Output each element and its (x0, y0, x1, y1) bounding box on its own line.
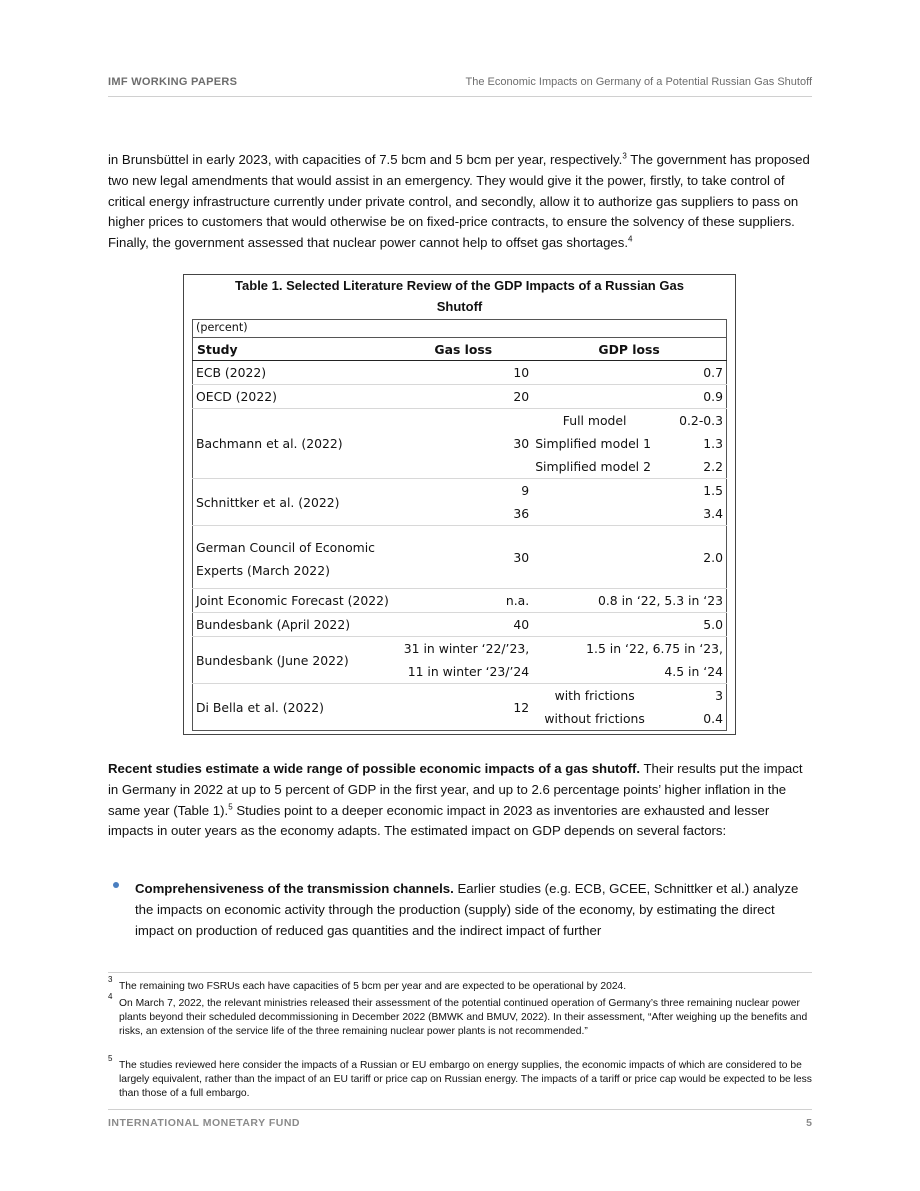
footnote-text: The remaining two FSRUs each have capacities of 5 bcm per year and are expected to be operational by 2024. (119, 981, 627, 992)
gdp-loss-cell: 3.4 (703, 506, 723, 521)
gas-loss-cell: 10 (513, 365, 530, 380)
table-row (193, 361, 727, 385)
study-cell: Bundesbank (April 2022) (193, 613, 395, 637)
literature-review-table (192, 337, 727, 731)
page-number: 5 (806, 1117, 812, 1129)
study-cell: Schnittker et al. (2022) (193, 479, 395, 526)
footnote-5: 5 The studies reviewed here consider the impacts of a Russian or EU embargo on energy supplies, the economic impacts of which are considered to be largely equivalent, rather than the impact of an EU tariff or price cap on Russian energy. The impacts of a tariff or price cap would be expected to be less than those of a full embargo. (108, 1054, 812, 1099)
bullet-marker (113, 882, 119, 888)
gas-loss-cell: 9 (394, 479, 532, 503)
study-cell: Bachmann et al. (2022) (193, 409, 395, 479)
paragraph-lead: Recent studies estimate a wide range of possible economic impacts of a gas shutoff. (108, 761, 641, 776)
gdp-loss-cell: 4.5 in ‘24 (664, 664, 723, 679)
paragraph-text-cont: The government has proposed two new legal amendments that would assist in an emergency. They would give it the power, firstly, to take control of critical energy infrastructure currently under private control, and secondly, allow it to authorize gas suppliers to pass on higher prices to customers that would otherwise be on fixed-price contracts, to ensure the solvency of these suppliers. Finally, the government assessed that nuclear power cannot help to offset gas shortages. (108, 152, 810, 251)
table-title-line-1: Table 1. Selected Literature Review of the GDP Impacts of a Russian Gas (235, 278, 684, 293)
footnote-3: 3 The remaining two FSRUs each have capacities of 5 bcm per year and are expected to be operational by 2024. (108, 975, 627, 992)
table-row (193, 479, 727, 503)
footnote-divider (108, 972, 812, 973)
table-row (193, 684, 727, 708)
study-cell: Joint Economic Forecast (2022) (193, 589, 395, 613)
gas-loss-cell: 30 (394, 526, 532, 589)
gas-loss-cell: 31 in winter ‘22/’23, (394, 637, 532, 661)
table-row (193, 409, 727, 433)
footnote-ref-3[interactable]: 3 (622, 151, 627, 161)
gas-loss-cell: 11 in winter ‘23/’24 (407, 664, 530, 679)
gdp-loss-cell: 3 (657, 684, 726, 708)
gdp-loss-cell: 0.2-0.3 (657, 409, 726, 433)
table-header-row (193, 338, 727, 361)
body-paragraph-2 (108, 759, 812, 842)
gdp-loss-cell: 2.0 (657, 526, 726, 589)
footnote-4: 4 On March 7, 2022, the relevant ministries released their assessment of the potential continued operation of Germany’s three remaining nuclear power plants beyond their scheduled decommissioning in December 2022 (BMWK and BMUV, 2022). In their assessment, “After weighing up the benefits and risks, an extension of the service life of the three remaining nuclear power plants is not recommended.” (108, 992, 808, 1037)
table-row (193, 589, 727, 613)
footnote-ref-5[interactable]: 5 (228, 802, 233, 812)
table-row (193, 637, 727, 661)
col-header-study: Study (193, 338, 395, 361)
model-cell: Simplified model 2 (535, 459, 651, 474)
gdp-loss-cell: 2.2 (703, 459, 723, 474)
study-cell (193, 526, 395, 589)
running-header-left: IMF WORKING PAPERS (108, 76, 238, 88)
model-cell: Full model (532, 409, 657, 433)
gas-loss-cell: 30 (394, 409, 532, 479)
header-divider (108, 96, 812, 97)
bullet-item-1 (135, 879, 812, 941)
body-paragraph-1 (108, 150, 812, 254)
footnote-ref-4[interactable]: 4 (628, 234, 633, 244)
study-cell: ECB (2022) (196, 365, 267, 380)
col-header-gas-loss: Gas loss (394, 338, 532, 361)
study-line-2: Experts (March 2022) (196, 563, 330, 578)
study-cell: Bundesbank (June 2022) (193, 637, 395, 684)
gdp-loss-cell: 1.5 (657, 479, 726, 503)
gas-loss-cell: 40 (394, 613, 532, 637)
gdp-loss-cell: 0.8 in ‘22, 5.3 in ‘23 (532, 589, 726, 613)
model-cell: Simplified model 1 (535, 436, 651, 451)
footer-divider (108, 1109, 812, 1110)
table-unit-label: (percent) (192, 319, 727, 337)
col-header-gdp-loss: GDP loss (532, 338, 726, 361)
gdp-loss-cell: 0.9 (657, 385, 726, 409)
bullet-text: Earlier studies (e.g. ECB, GCEE, Schnittker et al.) analyze the impacts on economic activity through the production (supply) side of the economy, by estimating the direct impact on production of reduced gas quantities and the indirect impact of further (135, 881, 799, 938)
gdp-loss-cell: 0.7 (703, 365, 723, 380)
gdp-loss-cell: 1.3 (703, 436, 723, 451)
study-cell: Di Bella et al. (2022) (193, 684, 395, 731)
paragraph-text: Their results put the impact in Germany in 2022 at up to 5 percent of GDP in the first year, and up to 2.6 percentage points’ higher inflation in the same year (Table 1). (108, 761, 803, 818)
study-line-1: German Council of Economic (196, 540, 375, 555)
gdp-loss-cell: 5.0 (657, 613, 726, 637)
study-cell: OECD (2022) (193, 385, 395, 409)
gas-loss-cell: 20 (394, 385, 532, 409)
paragraph-text-cont: Studies point to a deeper economic impact in 2023 as inventories are exhausted and lesser impacts in outer years as the economy adapts. The estimated impact on GDP depends on several factors: (108, 802, 770, 839)
scenario-cell: without frictions (544, 711, 645, 726)
footnote-text: The studies reviewed here consider the impacts of a Russian or EU embargo on energy supplies, the economic impacts of which are considered to be largely equivalent, rather than the impact of an EU tariff or price cap on Russian energy. The impacts of a tariff or price cap would be expected to be less than those of a full embargo. (119, 1060, 812, 1099)
gdp-loss-cell: 0.4 (703, 711, 723, 726)
gas-loss-cell: n.a. (394, 589, 532, 613)
gas-loss-cell: 36 (513, 506, 530, 521)
bullet-lead: Comprehensiveness of the transmission channels. (135, 881, 454, 896)
gas-loss-cell: 12 (394, 684, 532, 731)
scenario-cell: with frictions (532, 684, 657, 708)
table-row (193, 526, 727, 589)
table-row (193, 385, 727, 409)
table-title-line-2: Shutoff (436, 298, 483, 314)
footer-publisher: INTERNATIONAL MONETARY FUND (108, 1117, 300, 1129)
table-row (193, 613, 727, 637)
footnote-text: On March 7, 2022, the relevant ministries released their assessment of the potential continued operation of Germany’s three remaining nuclear power plants beyond their scheduled decommissioning in December 2022 (BMWK and BMUV, 2022). In their assessment, “After weighing up the benefits and risks, an extension of the service life of the three remaining nuclear power plants is not recommended.” (119, 998, 808, 1037)
gdp-loss-cell: 1.5 in ‘22, 6.75 in ‘23, (532, 637, 726, 661)
table-title (184, 275, 735, 317)
running-header-right: The Economic Impacts on Germany of a Potential Russian Gas Shutoff (465, 76, 812, 88)
paragraph-text: in Brunsbüttel in early 2023, with capacities of 7.5 bcm and 5 bcm per year, respectively. (108, 152, 623, 167)
